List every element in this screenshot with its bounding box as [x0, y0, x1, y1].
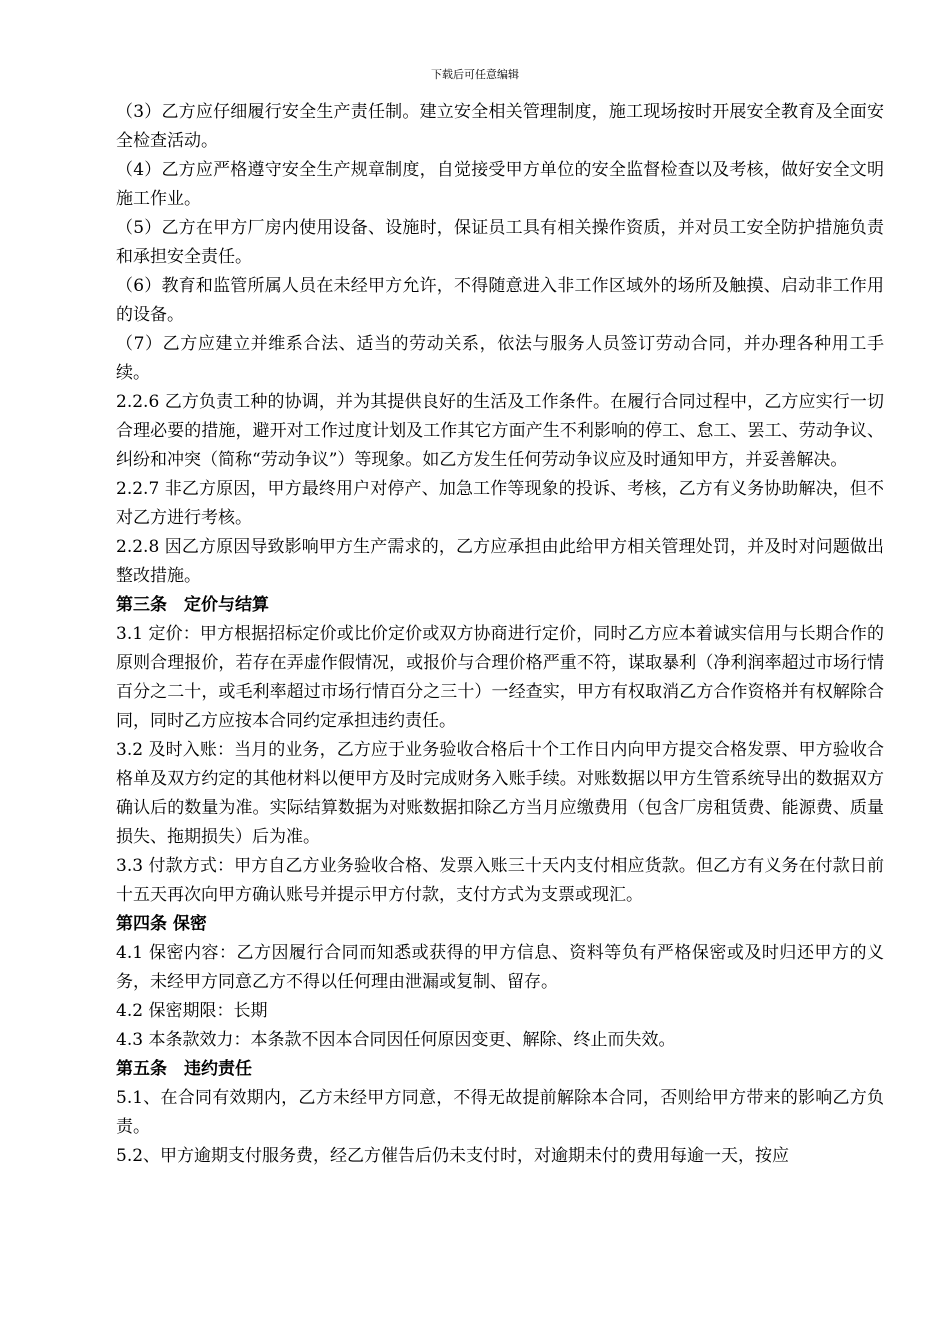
paragraph: （4）乙方应严格遵守安全生产规章制度，自觉接受甲方单位的安全监督检查以及考核，做好安全文明施工作业。: [116, 160, 884, 209]
section-heading: 第五条 违约责任: [116, 1059, 252, 1079]
paragraph: 3.3 付款方式：甲方自乙方业务验收合格、发票入账三十天内支付相应货款。但乙方有义务在付款日前十五天再次向甲方确认账号并提示甲方付款，支付方式为支票或现汇。: [116, 856, 884, 905]
paragraph: 5.2、甲方逾期支付服务费，经乙方催告后仍未支付时，对逾期未付的费用每逾一天，按应: [116, 1146, 790, 1166]
paragraph: 4.1 保密内容：乙方因履行合同而知悉或获得的甲方信息、资料等负有严格保密或及时归还甲方的义务，未经甲方同意乙方不得以任何理由泄漏或复制、留存。: [116, 943, 884, 992]
paragraph: 4.3 本条款效力：本条款不因本合同因任何原因变更、解除、终止而失效。: [116, 1030, 676, 1050]
paragraph: 3.2 及时入账：当月的业务，乙方应于业务验收合格后十个工作日内向甲方提交合格发票、甲方验收合格单及双方约定的其他材料以便甲方及时完成财务入账手续。对账数据以甲方生管系统导出的数据双方确认后的数量为准。实际结算数据为对账数据扣除乙方当月应缴费用（包含厂房租赁费、能源费、质量损失、拖期损失）后为准。: [116, 740, 884, 847]
paragraph: 2.2.7 非乙方原因，甲方最终用户对停产、加急工作等现象的投诉、考核，乙方有义务协助解决，但不对乙方进行考核。: [116, 479, 884, 528]
paragraph: 5.1、在合同有效期内，乙方未经甲方同意，不得无故提前解除本合同，否则给甲方带来的影响乙方负责。: [116, 1088, 884, 1137]
document-body: [116, 98, 884, 1171]
section-heading: 第四条 保密: [116, 914, 207, 934]
paragraph: （5）乙方在甲方厂房内使用设备、设施时，保证员工具有相关操作资质，并对员工安全防护措施负责和承担安全责任。: [116, 218, 884, 267]
paragraph: （6）教育和监管所属人员在未经甲方允许，不得随意进入非工作区域外的场所及触摸、启动非工作用的设备。: [116, 276, 884, 325]
paragraph: （7）乙方应建立并维系合法、适当的劳动关系，依法与服务人员签订劳动合同，并办理各种用工手续。: [116, 334, 884, 383]
section-heading: 第三条 定价与结算: [116, 595, 269, 615]
paragraph: （3）乙方应仔细履行安全生产责任制。建立安全相关管理制度，施工现场按时开展安全教育及全面安全检查活动。: [116, 102, 884, 151]
paragraph: 2.2.6 乙方负责工种的协调，并为其提供良好的生活及工作条件。在履行合同过程中，乙方应实行一切合理必要的措施，避开对工作过度计划及工作其它方面产生不利影响的停工、怠工、罢工、劳动争议、纠纷和冲突（简称“劳动争议”）等现象。如乙方发生任何劳动争议应及时通知甲方，并妥善解决。: [116, 392, 884, 470]
paragraph: 4.2 保密期限：长期: [116, 1001, 268, 1021]
paragraph: 3.1 定价：甲方根据招标定价或比价定价或双方协商进行定价，同时乙方应本着诚实信用与长期合作的原则合理报价，若存在弄虚作假情况，或报价与合理价格严重不符，谋取暴利（净利润率超过市场行情百分之二十，或毛利率超过市场行情百分之三十）一经查实，甲方有权取消乙方合作资格并有权解除合同，同时乙方应按本合同约定承担违约责任。: [116, 624, 884, 731]
paragraph: 2.2.8 因乙方原因导致影响甲方生产需求的，乙方应承担由此给甲方相关管理处罚，并及时对问题做出整改措施。: [116, 537, 884, 586]
page-header: 下载后可任意编辑: [431, 68, 519, 81]
